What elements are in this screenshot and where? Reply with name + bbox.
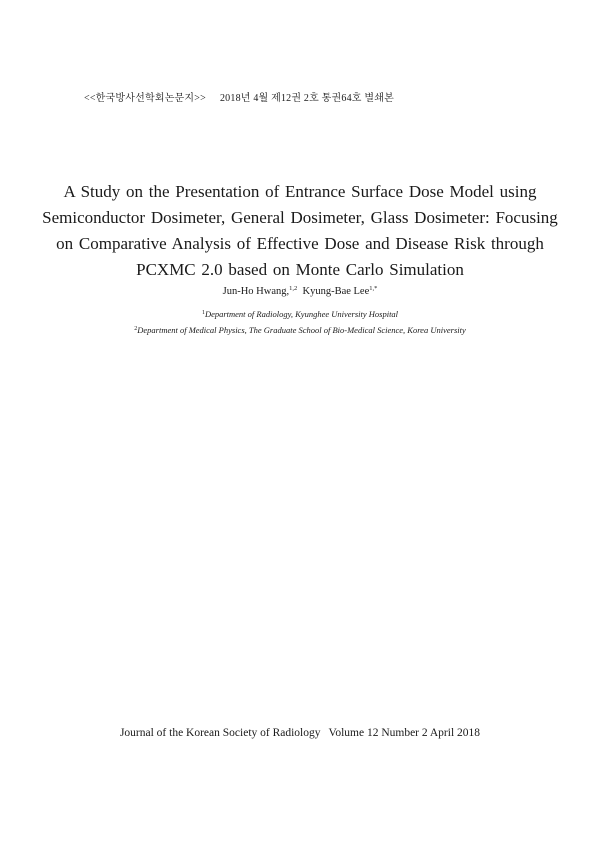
- reprint-header: [84, 89, 394, 104]
- affiliation-list: [0, 306, 600, 338]
- issue-info: 2018년 4월 제12권 2호 통권64호 별쇄본: [219, 93, 394, 104]
- volume-info: Volume 12 Number 2 April 2018: [328, 727, 481, 739]
- affiliation-text: Department of Medical Physics, The Graduate School of Bio-Medical Science, Korea University: [137, 325, 466, 335]
- journal-footer: [0, 727, 600, 739]
- journal-tag: <<한국방사선학회논문지>>: [84, 93, 206, 104]
- author-name: Jun-Ho Hwang,: [222, 286, 290, 297]
- journal-name: Journal of the Korean Society of Radiology: [119, 727, 321, 739]
- affiliation-number: 2: [134, 326, 138, 332]
- title-line: PCXMC 2.0 based on Monte Carlo Simulation: [136, 260, 464, 279]
- affiliation: [0, 322, 600, 338]
- paper-title: [40, 179, 560, 283]
- author-name: Kyung-Bae Lee: [302, 286, 370, 297]
- author-affiliation-mark: 1,2: [289, 285, 298, 292]
- affiliation-number: 1: [201, 310, 205, 316]
- title-line: Semiconductor Dosimeter, General Dosimeter, Glass Dosimeter: Focusing: [42, 208, 558, 227]
- author-list: [0, 285, 600, 297]
- title-line: A Study on the Presentation of Entrance Surface Dose Model using: [63, 182, 537, 201]
- author-affiliation-mark: 1,*: [369, 285, 378, 292]
- affiliation-text: Department of Radiology, Kyunghee University Hospital: [204, 309, 399, 319]
- affiliation: [0, 306, 600, 322]
- title-line: on Comparative Analysis of Effective Dose and Disease Risk through: [56, 234, 544, 253]
